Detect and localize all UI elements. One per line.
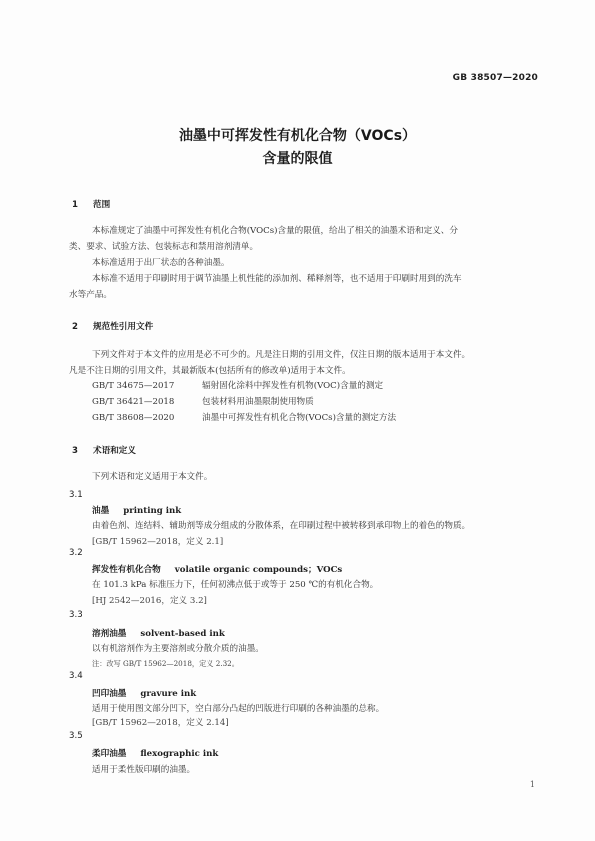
term-chinese: 溶剂油墨 xyxy=(92,629,127,639)
reference-title: 包装材料用油墨限制使用物质 xyxy=(202,397,314,407)
reference-code: GB/T 34675—2017 xyxy=(92,381,175,391)
term-source: [HJ 2542—2016，定义 3.2] xyxy=(92,596,207,606)
term-entry xyxy=(92,627,225,639)
term-entry xyxy=(92,504,181,516)
section-3-heading xyxy=(72,444,136,456)
section-number: 2 xyxy=(72,322,78,332)
paragraph: 本标准规定了油墨中可挥发性有机化合物(VOCs)含量的限值，给出了相关的油墨术语和定义、分 xyxy=(92,226,458,236)
paragraph: 下列文件对于本文件的应用是必不可少的。凡是注日期的引用文件，仅注日期的版本适用于本文件。 xyxy=(92,350,471,360)
term-chinese: 柔印油墨 xyxy=(92,749,127,759)
paragraph: 凡是不注日期的引用文件，其最新版本(包括所有的修改单)适用于本文件。 xyxy=(69,366,351,376)
term-english: solvent-based ink xyxy=(140,629,225,639)
term-definition: 适用于柔性版印刷的油墨。 xyxy=(92,765,196,775)
reference-item xyxy=(92,396,314,409)
reference-title: 油墨中可挥发性有机化合物(VOCs)含量的测定方法 xyxy=(202,413,397,423)
term-definition: 以有机溶剂作为主要溶剂或分散介质的油墨。 xyxy=(92,644,264,654)
section-title: 术语和定义 xyxy=(93,446,136,456)
page-title-line2: 含量的限值 xyxy=(262,151,333,167)
section-title: 范围 xyxy=(93,200,111,210)
term-english: flexographic ink xyxy=(140,749,219,759)
term-definition: 由着色剂、连结料、辅助剂等成分组成的分散体系，在印刷过程中被转移到承印物上的着色的物质。 xyxy=(92,521,471,531)
paragraph: 水等产品。 xyxy=(69,290,112,300)
clause-number: 3.5 xyxy=(69,731,83,741)
term-entry xyxy=(92,687,196,699)
reference-item xyxy=(92,412,396,425)
paragraph: 本标准不适用于印刷时用于调节油墨上机性能的添加剂、稀释剂等，也不适用于印刷时用到的洗车 xyxy=(92,274,462,284)
page-title-line1: 油墨中可挥发性有机化合物（VOCs） xyxy=(178,128,417,144)
section-1-heading xyxy=(72,198,110,210)
clause-number: 3.4 xyxy=(69,671,83,681)
section-title: 规范性引用文件 xyxy=(93,322,154,332)
term-chinese: 挥发性有机化合物 xyxy=(92,565,161,575)
paragraph: 类、要求、试验方法、包装标志和禁用溶剂清单。 xyxy=(69,242,259,252)
section-number: 1 xyxy=(72,200,78,210)
reference-title: 辐射固化涂料中挥发性有机物(VOC)含量的测定 xyxy=(202,381,384,391)
paragraph: 本标准适用于出厂状态的各种油墨。 xyxy=(92,258,230,268)
section-number: 3 xyxy=(72,446,78,456)
paragraph: 下列术语和定义适用于本文件。 xyxy=(92,472,213,482)
term-source: [GB/T 15962—2018，定义 2.1] xyxy=(92,537,224,547)
clause-number: 3.1 xyxy=(69,490,83,500)
term-entry xyxy=(92,747,218,759)
reference-code: GB/T 36421—2018 xyxy=(92,397,175,407)
term-english: gravure ink xyxy=(140,689,197,699)
reference-code: GB/T 38608—2020 xyxy=(92,413,175,423)
term-definition: 适用于使用图文部分凹下，空白部分凸起的凹版进行印刷的各种油墨的总称。 xyxy=(92,704,385,714)
term-english: printing ink xyxy=(123,506,182,516)
standard-code: GB 38507—2020 xyxy=(452,73,538,83)
term-definition: 在 101.3 kPa 标准压力下，任何初沸点低于或等于 250 ℃的有机化合物。 xyxy=(92,580,379,590)
term-chinese: 凹印油墨 xyxy=(92,689,127,699)
term-english: volatile organic compounds；VOCs xyxy=(174,565,343,575)
clause-number: 3.3 xyxy=(69,610,83,620)
term-chinese: 油墨 xyxy=(92,506,110,516)
reference-item xyxy=(92,380,383,393)
section-2-heading xyxy=(72,320,153,332)
term-entry xyxy=(92,563,342,575)
clause-number: 3.2 xyxy=(69,548,83,558)
term-source: [GB/T 15962—2018，定义 2.14] xyxy=(92,718,229,728)
term-note: 注：改写 GB/T 15962—2018，定义 2.32。 xyxy=(92,659,239,668)
page-number: 1 xyxy=(529,780,535,789)
